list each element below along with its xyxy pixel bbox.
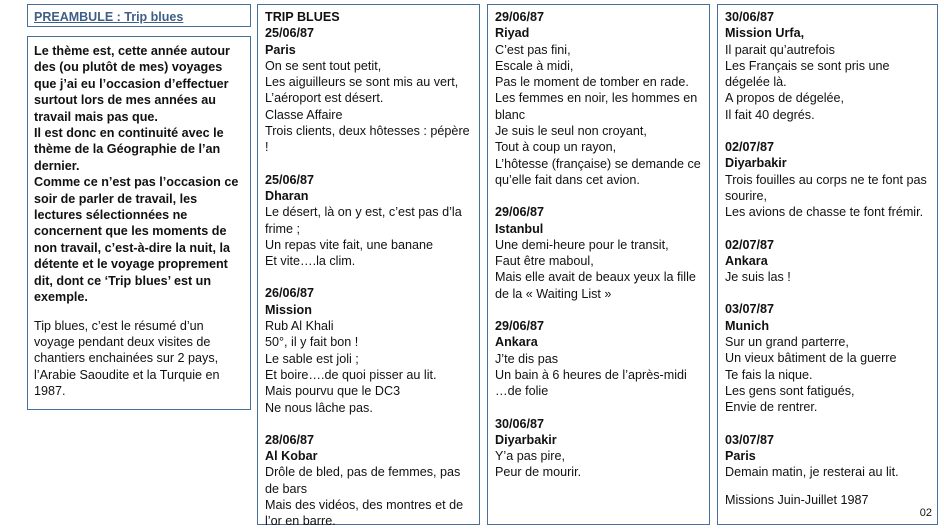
entry-heading: 29/06/87 Istanbul: [495, 205, 545, 236]
entry-heading: 30/06/87 Mission Urfa,: [725, 10, 805, 41]
poem-entry: [495, 9, 702, 188]
entry-heading: 29/06/87 Riyad: [495, 10, 545, 41]
preambule-text-box: [27, 36, 251, 410]
preambule-summary-text: Tip blues, c’est le résumé d’un voyage pendant deux visites de chantiers enchainées sur 2 pays, l’Arabie Saoudite et la Turquie en 1987.: [34, 318, 220, 399]
entry-body: Trois fouilles au corps ne te font pas sourire, Les avions de chasse te font frémir.: [725, 172, 927, 220]
entry-heading: 25/06/87 Dharan: [265, 172, 315, 203]
poem-entry: [265, 172, 472, 270]
entry-body: Sur un grand parterre, Un vieux bâtiment de la guerre Te fais la nique. Les gens sont fatigués, Envie de rentrer.: [725, 335, 897, 415]
page-number: 02: [919, 507, 932, 519]
entry-body: Demain matin, je resterai au lit.: [725, 465, 899, 480]
poem-entry: [725, 301, 930, 415]
entry-body: Drôle de bled, pas de femmes, pas de bars Mais des vidéos, des montres et de l’or en barre.: [265, 465, 464, 529]
entry-body: On se sent tout petit, Les aiguilleurs se sont mis au vert, L’aéroport est désert. Classe Affaire Trois clients, deux hôtesses : pépère !: [265, 58, 470, 155]
missions-footer: Missions Juin-Juillet 1987: [725, 493, 869, 508]
entry-body: Y’a pas pire, Peur de mourir.: [495, 449, 582, 480]
poem-column-2: [487, 4, 710, 525]
preambule-title-box: [27, 4, 251, 27]
poem-column-3: [717, 4, 938, 525]
poem-entry: [725, 9, 930, 123]
entry-heading: TRIP BLUES 25/06/87 Paris: [265, 10, 340, 57]
entry-body: Je suis las !: [725, 270, 791, 285]
poem-column-1: [257, 4, 480, 529]
entry-heading: 26/06/87 Mission: [265, 286, 315, 317]
poem-entry: [265, 432, 472, 530]
poem-entry: [725, 139, 930, 220]
poem-entry: [495, 416, 702, 481]
entry-heading: 03/07/87 Munich: [725, 302, 775, 333]
entry-heading: 03/07/87 Paris: [725, 432, 775, 463]
entry-body: J’te dis pas Un bain à 6 heures de l’après-midi …de folie: [495, 351, 687, 399]
poem-entry: [725, 237, 930, 286]
entry-heading: 28/06/87 Al Kobar: [265, 432, 318, 464]
entry-body: C’est pas fini, Escale à midi, Pas le moment de tomber en rade. Les femmes en noir, les hommes en blanc Je suis le seul non croyant, Tout à coup un rayon, L’hôtesse (française) se demande ce qu’elle fait dans cet avion.: [495, 42, 701, 187]
entry-body: Rub Al Khali 50°, il y fait bon ! Le sable est joli ; Et boire….de quoi pisser au lit. Mais pourvu que le DC3 Ne nous lâche pas.: [265, 319, 437, 415]
entry-body: Une demi-heure pour le transit, Faut être maboul, Mais elle avait de beaux yeux la fille de la « Waiting List »: [495, 237, 696, 301]
poem-entry: [725, 432, 930, 481]
poem-entry: [265, 9, 472, 156]
entry-heading: 02/07/87 Diyarbakir: [725, 140, 787, 171]
poem-entry: [495, 318, 702, 399]
entry-heading: 02/07/87 Ankara: [725, 237, 775, 268]
entry-body: Le désert, là on y est, c’est pas d’la frime ; Un repas vite fait, une banane Et vite….la clim.: [265, 205, 462, 269]
entry-heading: 29/06/87 Ankara: [495, 319, 545, 350]
entry-body: Il parait qu’autrefois Les Français se sont pris une dégelée là. A propos de dégelée, Il fait 40 degrés.: [725, 42, 890, 122]
poem-entry: [265, 285, 472, 415]
preambule-bold-text: Le thème est, cette année autour des (ou plutôt de mes) voyages que j’ai eu l’occasion d’effectuer surtout lors de mes années au travail mais pas que. Il est donc en continuité avec le thème de la Géographie de l’an dernier. Comme ce n’est pas l’occasion ce soir de parler de travail, les lectures sélectionnées ne concernent que les moments de non travail, c’est-à-dire la nuit, la détente et le voyage proprement dit, dont ce ‘Trip blues’ est un exemple.: [34, 44, 239, 305]
poem-entry: [495, 204, 702, 302]
preambule-title: PREAMBULE : Trip blues: [34, 10, 184, 24]
entry-heading: 30/06/87 Diyarbakir: [495, 416, 557, 447]
